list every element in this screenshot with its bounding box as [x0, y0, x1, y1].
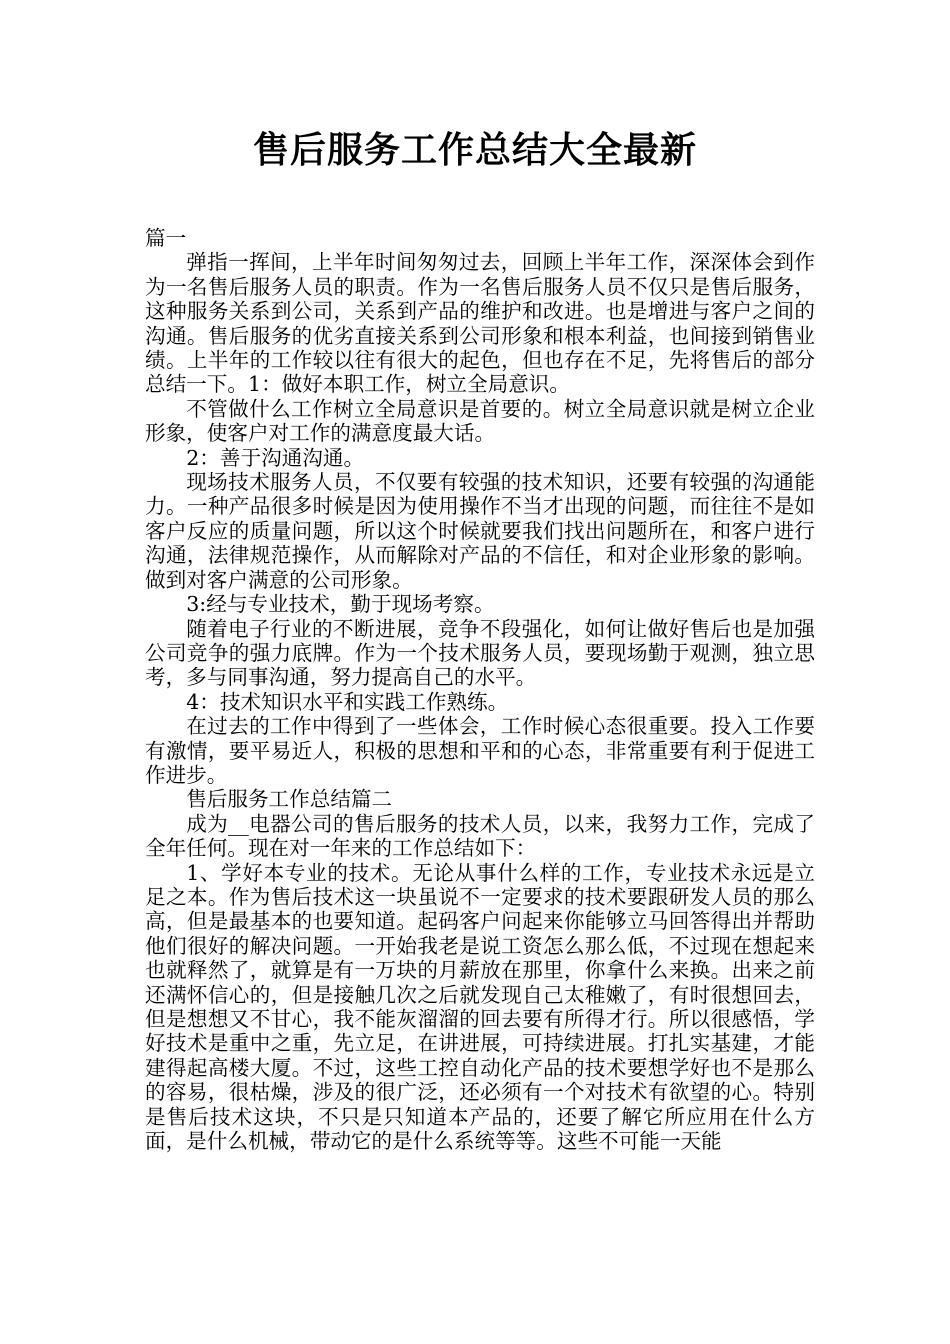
- paragraph: 弹指一挥间，上半年时间匆匆过去，回顾上半年工作，深深体会到作为一名售后服务人员的职责。作为一名售后服务人员不仅只是售后服务，这种服务关系到公司，关系到产品的维护和改进。也是增进与客户之间的沟通。售后服务的优劣直接关系到公司形象和根本利益，也间接到销售业绩。上半年的工作较以往有很大的起色，但也存在不足，先将售后的部分总结一下。1：做好本职工作，树立全局意识。: [145, 250, 815, 397]
- document-title: 售后服务工作总结大全最新: [252, 130, 697, 171]
- document-body: [145, 226, 815, 1153]
- paragraph: 2：善于沟通沟通。: [186, 445, 365, 470]
- paragraph: 随着电子行业的不断进展，竞争不段强化，如何让做好售后也是加强公司竞争的强力底牌。作为一个技术服务人员，要现场勤于观测，独立思考，多与同事沟通，努力提高自己的水平。: [145, 616, 815, 690]
- paragraph: 不管做什么工作树立全局意识是首要的。树立全局意识就是树立企业形象，使客户对工作的满意度最大话。: [145, 396, 815, 446]
- paragraph: 成为__电器公司的售后服务的技术人员，以来，我努力工作，完成了全年任何。现在对一年来的工作总结如下：: [145, 811, 815, 861]
- paragraph: 篇一: [145, 226, 187, 250]
- paragraph: 在过去的工作中得到了一些体会，工作时候心态很重要。投入工作要有激情，要平易近人，积极的思想和平和的心态，非常重要有利于促进工作进步。: [145, 714, 815, 787]
- paragraph: 1、学好本专业的技术。无论从事什么样的工作，专业技术永远是立足之本。作为售后技术这一块虽说不一定要求的技术要跟研发人员的那么高，但是最基本的也要知道。起码客户问起来你能够立马回答得出并帮助他们很好的解决问题。一开始我老是说工资怎么那么低，不过现在想起来也就释然了，就算是有一万块的月薪放在那里，你拿什么来换。出来之前还满怀信心的，但是接触几次之后就发现自己太稚嫩了，有时很想回去，但是想想又不甘心，我不能灰溜溜的回去要有所得才行。所以很感悟，学好技术是重中之重，先立足，在讲进展，可持续进展。打扎实基建，才能建得起高楼大厦。不过，这些工控自动化产品的技术要想学好也不是那么的容易，很枯燥，涉及的很广泛，还必须有一个对技术有欲望的心。特别是售后技术这块，不只是只知道本产品的，还要了解它所应用在什么方面，是什么机械，带动它的是什么系统等等。这些不可能一天能: [145, 860, 815, 1154]
- paragraph: 4：技术知识水平和实践工作熟练。: [186, 689, 509, 714]
- paragraph: 3:经与专业技术，勤于现场考察。: [186, 592, 495, 617]
- paragraph: 现场技术服务人员，不仅要有较强的技术知识，还要有较强的沟通能力。一种产品很多时候是因为使用操作不当才出现的问题，而往往不是如客户反应的质量问题，所以这个时候就要我们找出问题所在，和客户进行沟通，法律规范操作，从而解除对产品的不信任，和对企业形象的影响。做到对客户满意的公司形象。: [145, 470, 815, 592]
- paragraph: 售后服务工作总结篇二: [186, 787, 393, 812]
